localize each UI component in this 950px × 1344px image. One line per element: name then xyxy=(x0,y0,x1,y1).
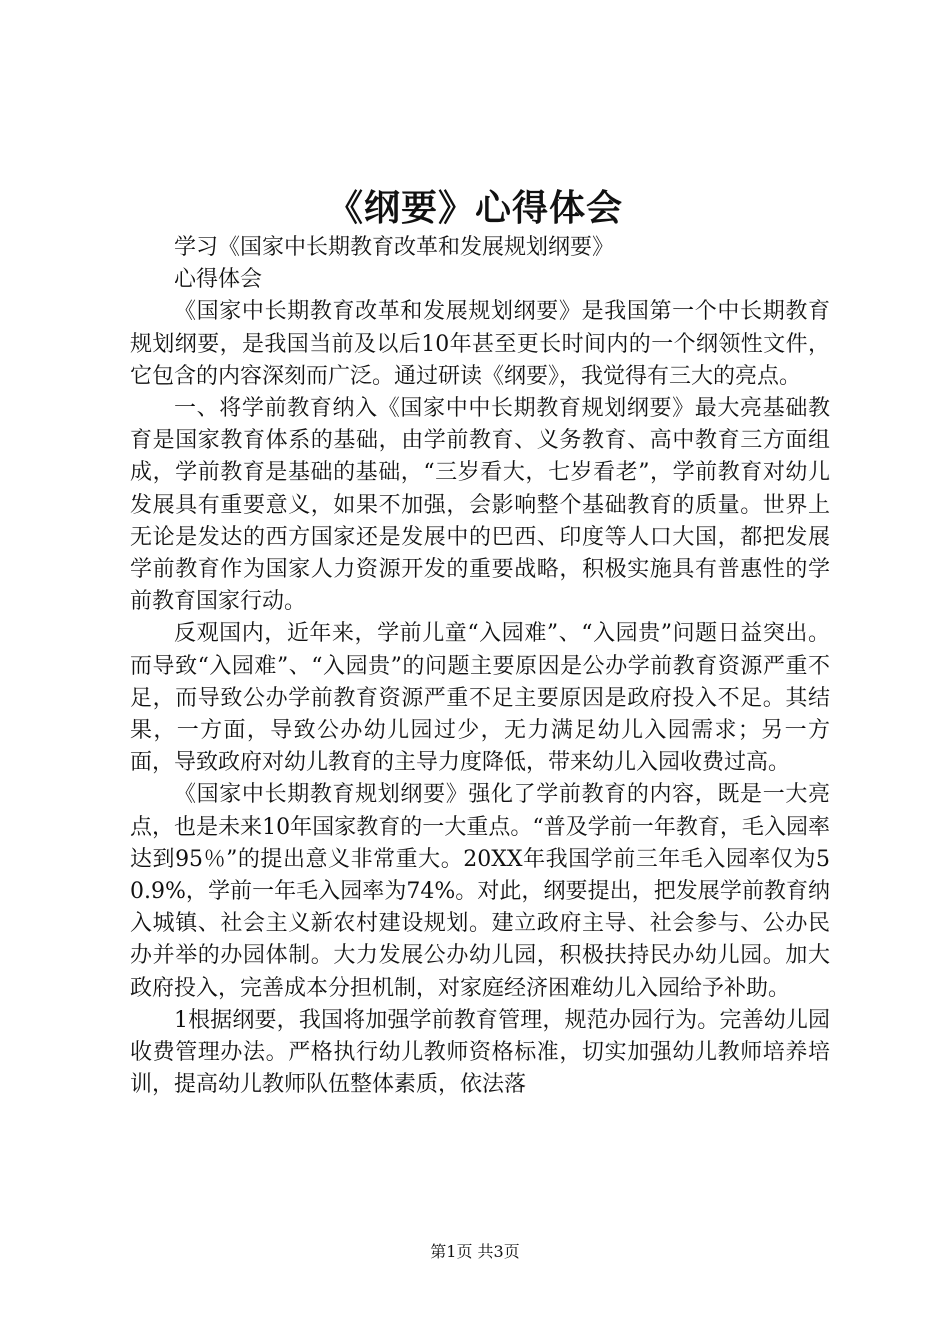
paragraph: 《国家中长期教育规划纲要》强化了学前教育的内容，既是一大亮点，也是未来10年国家教育的一大重点。“普及学前一年教育，毛入园率达到95％”的提出意义非常重大。20XX年我国学前三年毛入园率仅为50.9%，学前一年毛入园率为74%。对此，纲要提出，把发展学前教育纳入城镇、社会主义新农村建设规划。建立政府主导、社会参与、公办民办并举的办园体制。大力发展公办幼儿园，积极扶持民办幼儿园。加大政府投入，完善成本分担机制，对家庭经济困难幼儿入园给予补助。 xyxy=(130,782,830,1001)
paragraph: 反观国内，近年来，学前儿童“入园难”、“入园贵”问题日益突出。而导致“入园难”、“入园贵”的问题主要原因是公办学前教育资源严重不足，而导致公办学前教育资源严重不足主要原因是政府投入不足。其结果，一方面，导致公办幼儿园过少，无力满足幼儿入园需求；另一方面，导致政府对幼儿教育的主导力度降低，带来幼儿入园收费过高。 xyxy=(130,621,830,776)
document-body xyxy=(130,232,830,1101)
paragraph-subtitle: 学习《国家中长期教育改革和发展规划纲要》 xyxy=(174,235,615,260)
page-number-footer: 第1页 共3页 xyxy=(430,1242,520,1261)
paragraph: 《国家中长期教育改革和发展规划纲要》是我国第一个中长期教育规划纲要，是我国当前及以后10年甚至更长时间内的一个纲领性文件，它包含的内容深刻而广泛。通过研读《纲要》，我觉得有三大的亮点。 xyxy=(130,299,830,389)
paragraph-subtitle-2: 心得体会 xyxy=(174,267,263,293)
paragraph: 一、将学前教育纳入《国家中中长期教育规划纲要》最大亮基础教育是国家教育体系的基础，由学前教育、义务教育、高中教育三方面组成，学前教育是基础的基础，“三岁看大，七岁看老”，学前教育对幼儿发展具有重要意义，如果不加强，会影响整个基础教育的质量。世界上无论是发达的西方国家还是发展中的巴西、印度等人口大国，都把发展学前教育作为国家人力资源开发的重要战略，积极实施具有普惠性的学前教育国家行动。 xyxy=(130,396,830,615)
paragraph: 1根据纲要，我国将加强学前教育管理，规范办园行为。完善幼儿园收费管理办法。严格执行幼儿教师资格标准，切实加强幼儿教师培养培训，提高幼儿教师队伍整体素质，依法落 xyxy=(130,1007,830,1098)
document-title: 《纲要》心得体会 xyxy=(326,187,623,229)
